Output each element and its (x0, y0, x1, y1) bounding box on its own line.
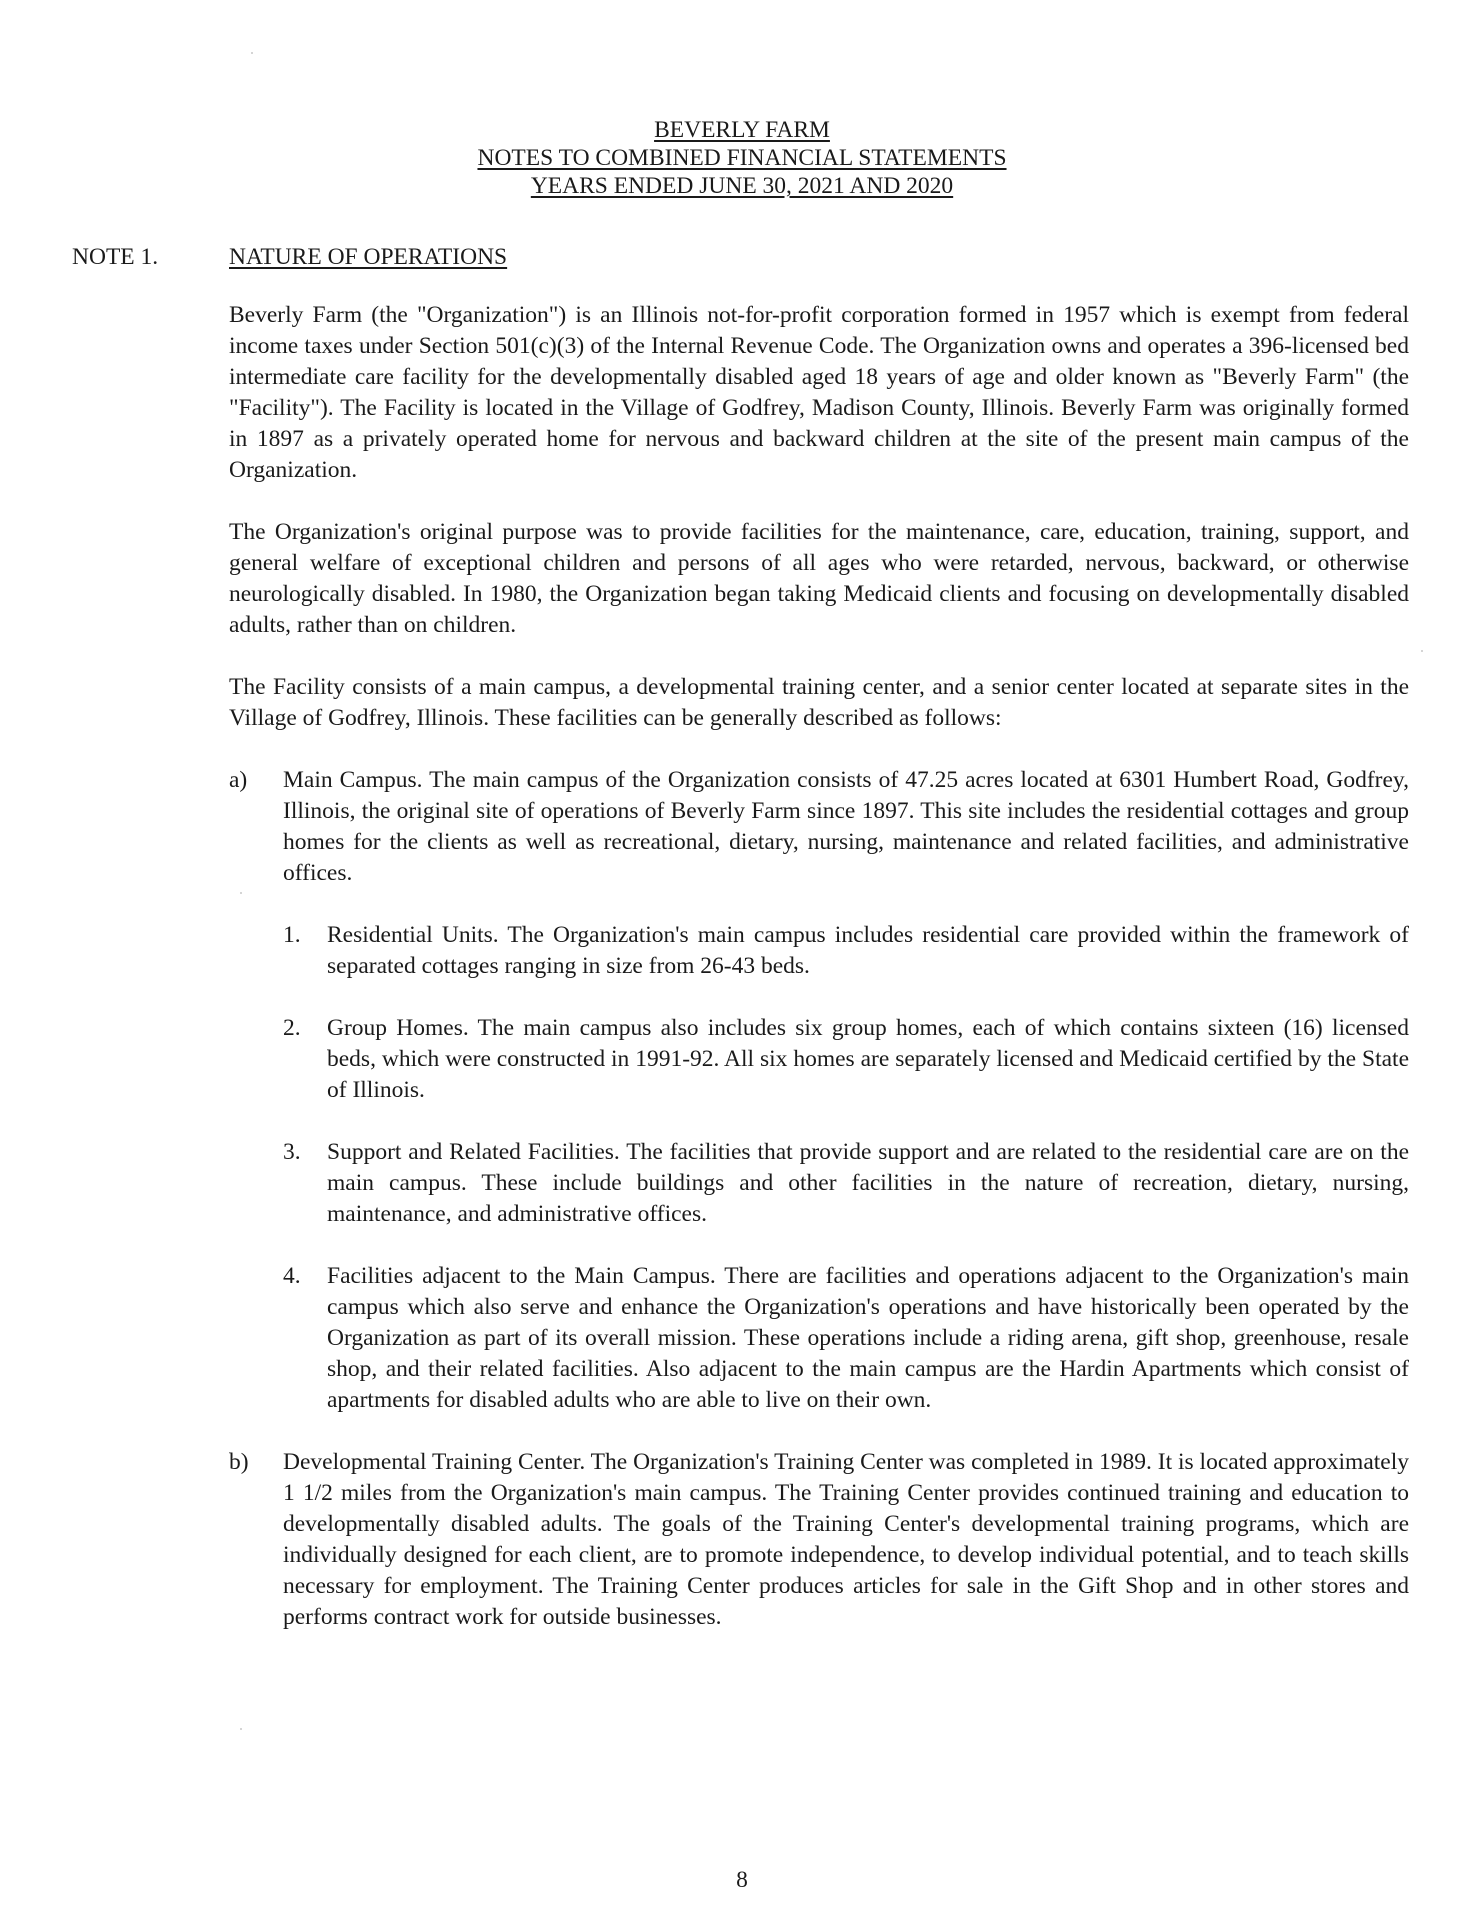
scan-speck (240, 892, 242, 894)
paragraph: The Organization's original purpose was to provide facilities for the maintenance, care, education, training, support, and general welfare of exceptional children and persons of all ages who were retarded, nervous, backward, or otherwise neurologically disabled. In 1980, the Organization began taking Medicaid clients and focusing on developmentally disabled adults, rather than on children. (229, 519, 1409, 638)
list-item-training-center (229, 1447, 1409, 1633)
statement-period: YEARS ENDED JUNE 30, 2021 AND 2020 (530, 173, 954, 199)
list-marker: a) (229, 767, 248, 793)
list-marker: b) (229, 1449, 249, 1475)
sublist-marker: 2. (283, 1015, 301, 1041)
sublist-item-text: Group Homes. The main campus also includes six group homes, each of which contains sixteen (16) licensed beds, which were constructed in 1991-92. All six homes are separately licensed and Medicaid certified by the State of Illinois. (327, 1015, 1409, 1103)
paragraph: Beverly Farm (the "Organization") is an Illinois not-for-profit corporation formed in 1957 which is exempt from federal income taxes under Section 501(c)(3) of the Internal Revenue Code. The Organization owns and operates a 396-licensed bed intermediate care facility for the developmentally disabled aged 18 years of age and older known as "Beverly Farm" (the "Facility"). The Facility is located in the Village of Godfrey, Madison County, Illinois. Beverly Farm was originally formed in 1897 as a privately operated home for nervous and backward children at the site of the present main campus of the Organization. (229, 302, 1409, 483)
sublist-marker: 4. (283, 1263, 301, 1289)
sublist-marker: 3. (283, 1139, 301, 1165)
statement-title: NOTES TO COMBINED FINANCIAL STATEMENTS (477, 145, 1007, 171)
note-title: NATURE OF OPERATIONS (229, 244, 508, 270)
sublist-marker: 1. (283, 922, 301, 948)
scan-speck (251, 52, 253, 54)
list-item-main-campus (229, 765, 1409, 889)
scan-speck (240, 1728, 242, 1730)
list-item-text: Developmental Training Center. The Organization's Training Center was completed in 1989. It is located approximately 1 1/2 miles from the Organization's main campus. The Training Center provides continued training and education to developmentally disabled adults. The goals of the Training Center's developmental training programs, which are individually designed for each client, are to promote independence, to develop individual potential, and to teach skills necessary for employment. The Training Center produces articles for sale in the Gift Shop and in other stores and performs contract work for outside businesses. (283, 1449, 1409, 1630)
sublist-item-text: Support and Related Facilities. The facilities that provide support and are related to the residential care are on the main campus. These include buildings and other facilities in the nature of recreation, dietary, nursing, maintenance, and administrative offices. (327, 1139, 1409, 1227)
sublist-item-group-homes (229, 1013, 1409, 1106)
sublist-item-residential-units (229, 920, 1409, 982)
note-body (229, 300, 1409, 1664)
sublist-item-text: Residential Units. The Organization's main campus includes residential care provided within the framework of separated cottages ranging in size from 26-43 beds. (327, 922, 1409, 979)
list-item-text: Main Campus. The main campus of the Organization consists of 47.25 acres located at 6301 Humbert Road, Godfrey, Illinois, the original site of operations of Beverly Farm since 1897. This site includes the residential cottages and group homes for the clients as well as recreational, dietary, nursing, maintenance and related facilities, and administrative offices. (283, 767, 1409, 886)
page-number: 8 (736, 1867, 748, 1893)
note-number: NOTE 1. (72, 244, 159, 270)
document-header (0, 116, 1484, 200)
sublist-item-text: Facilities adjacent to the Main Campus. There are facilities and operations adjacent to the Organization's main campus which also serve and enhance the Organization's operations and have historically been operated by the Organization as part of its overall mission. These operations include a riding arena, gift shop, greenhouse, resale shop, and their related facilities. Also adjacent to the main campus are the Hardin Apartments which consist of apartments for disabled adults who are able to live on their own. (327, 1263, 1409, 1413)
organization-name: BEVERLY FARM (654, 117, 830, 143)
sublist-item-adjacent-facilities (229, 1261, 1409, 1416)
scan-speck (1421, 650, 1423, 652)
sublist-item-support-facilities (229, 1137, 1409, 1230)
paragraph: The Facility consists of a main campus, a developmental training center, and a senior center located at separate sites in the Village of Godfrey, Illinois. These facilities can be generally described as follows: (229, 674, 1409, 731)
